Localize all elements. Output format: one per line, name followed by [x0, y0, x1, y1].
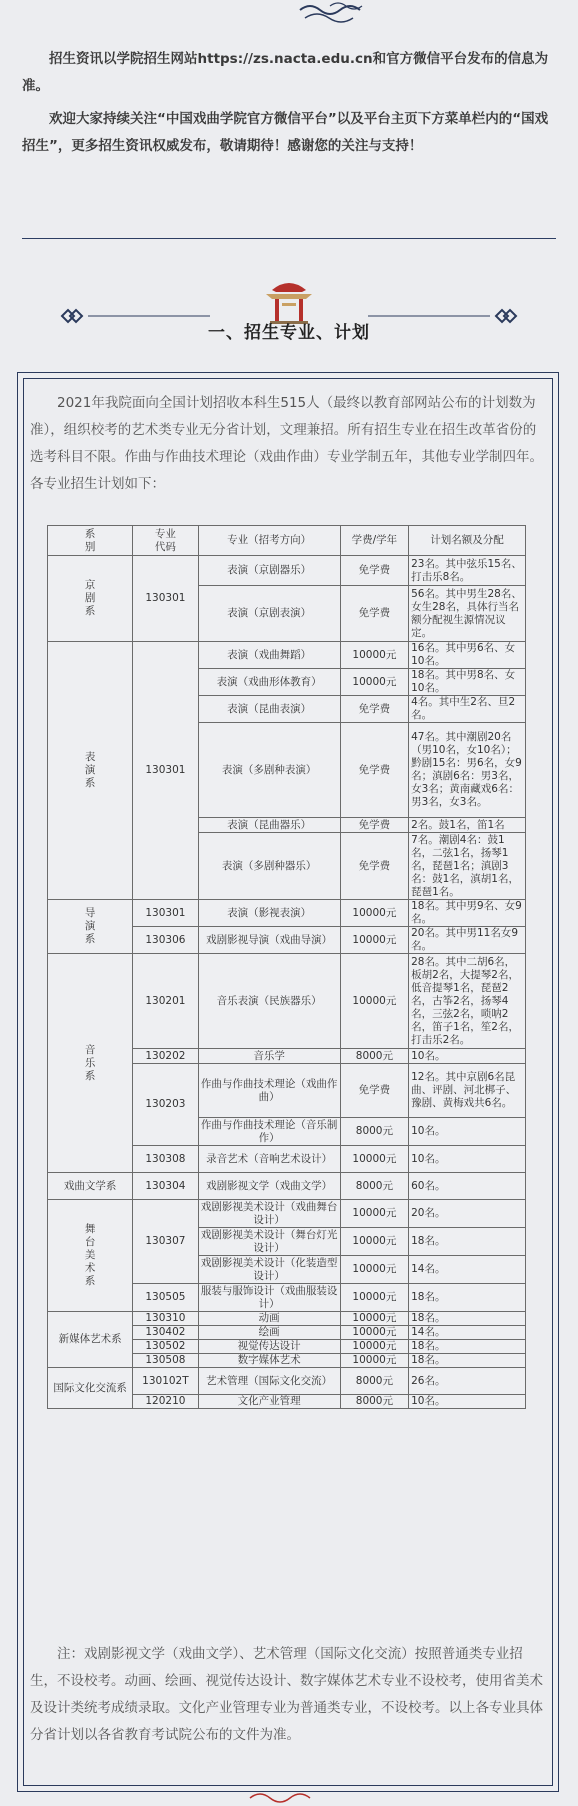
- table-row: [48, 556, 526, 586]
- table-row: [48, 954, 526, 1049]
- major-cell: 表演（戏曲形体教育）: [198, 669, 340, 696]
- fee-cell: 10000元: [340, 1354, 408, 1368]
- major-cell: 艺术管理（国际文化交流）: [198, 1368, 340, 1395]
- code-cell: 130304: [133, 1173, 198, 1200]
- quota-cell: 10名。: [409, 1049, 526, 1064]
- major-cell: 戏剧影视美术设计（舞台灯光设计）: [198, 1228, 340, 1256]
- major-cell: 表演（京剧表演）: [198, 586, 340, 642]
- fee-cell: 10000元: [340, 1256, 408, 1284]
- fee-cell: 10000元: [340, 954, 408, 1049]
- header-fee: 学费/学年: [340, 526, 408, 556]
- code-cell: 130102T: [133, 1368, 198, 1395]
- major-cell: 戏剧影视文学（戏曲文学）: [198, 1173, 340, 1200]
- quota-cell: 2名。鼓1名，笛1名: [409, 818, 526, 833]
- code-cell: 130402: [133, 1326, 198, 1340]
- fee-cell: 免学费: [340, 696, 408, 723]
- quota-cell: 60名。: [409, 1173, 526, 1200]
- fee-cell: 8000元: [340, 1118, 408, 1146]
- major-cell: 表演（戏曲舞蹈）: [198, 642, 340, 669]
- table-row: [48, 1173, 526, 1200]
- quota-cell: 18名。: [409, 1228, 526, 1256]
- code-cell: 130310: [133, 1312, 198, 1326]
- fee-cell: 8000元: [340, 1395, 408, 1409]
- quota-cell: 10名。: [409, 1146, 526, 1173]
- plan-intro-paragraph: 2021年我院面向全国计划招收本科生515人（最终以教育部网站公布的计划数为准），组织校考的艺术类专业无分省计划，文理兼招。所有招生专业在招生改革省份的选考科目不限。作曲与作曲技术理论（戏曲作曲）专业学制五年，其他专业学制四年。各专业招生计划如下：: [30, 395, 543, 492]
- major-cell: 戏剧影视美术设计（戏曲舞台设计）: [198, 1200, 340, 1228]
- code-cell: 120210: [133, 1395, 198, 1409]
- fee-cell: 10000元: [340, 642, 408, 669]
- fee-cell: 10000元: [340, 669, 408, 696]
- dept-cell: 音 乐 系: [48, 954, 133, 1173]
- major-cell: 作曲与作曲技术理论（音乐制作）: [198, 1118, 340, 1146]
- quota-cell: 12名。其中京剧6名昆曲、评剧、河北梆子、豫剧、黄梅戏共6名。: [409, 1064, 526, 1118]
- dept-cell: 新媒体艺术系: [48, 1312, 133, 1368]
- major-cell: 文化产业管理: [198, 1395, 340, 1409]
- fee-cell: 10000元: [340, 927, 408, 954]
- major-cell: 表演（多剧种器乐）: [198, 833, 340, 900]
- quota-cell: 18名。: [409, 1354, 526, 1368]
- code-cell: 130301: [133, 642, 198, 900]
- quota-cell: 20名。: [409, 1200, 526, 1228]
- fee-cell: 免学费: [340, 818, 408, 833]
- quota-cell: 47名。其中潮剧20名（男10名，女10名）；黔剧15名：男6名，女9名；滇剧6名：男3名，女3名；黄南藏戏6名：男3名，女3名。: [409, 723, 526, 818]
- dept-cell: 导 演 系: [48, 900, 133, 954]
- header-quota: 计划名额及分配: [409, 526, 526, 556]
- major-cell: 动画: [198, 1312, 340, 1326]
- dept-cell: 舞 台 美 术 系: [48, 1200, 133, 1312]
- fee-cell: 10000元: [340, 1284, 408, 1312]
- fee-cell: 8000元: [340, 1173, 408, 1200]
- major-cell: 视觉传达设计: [198, 1340, 340, 1354]
- major-cell: 数字媒体艺术: [198, 1354, 340, 1368]
- major-cell: 表演（多剧种表演）: [198, 723, 340, 818]
- code-cell: 130308: [133, 1146, 198, 1173]
- major-cell: 表演（影视表演）: [198, 900, 340, 927]
- dept-cell: 表 演 系: [48, 642, 133, 900]
- fee-cell: 10000元: [340, 1228, 408, 1256]
- table-row: [48, 1200, 526, 1228]
- fee-cell: 10000元: [340, 900, 408, 927]
- quota-cell: 10名。: [409, 1395, 526, 1409]
- intro-text: [22, 46, 558, 166]
- fee-cell: 免学费: [340, 723, 408, 818]
- intro-paragraph-1: 招生资讯以学院招生网站https://zs.nacta.edu.cn和官方微信平台发布的信息为准。: [22, 51, 549, 94]
- fee-cell: 8000元: [340, 1368, 408, 1395]
- quota-cell: 18名。: [409, 1340, 526, 1354]
- major-cell: 戏剧影视导演（戏曲导演）: [198, 927, 340, 954]
- major-cell: 音乐表演（民族器乐）: [198, 954, 340, 1049]
- dept-cell: 京 剧 系: [48, 556, 133, 642]
- major-cell: 表演（京剧器乐）: [198, 556, 340, 586]
- fee-cell: 10000元: [340, 1340, 408, 1354]
- divider: [22, 238, 556, 239]
- quota-cell: 56名。其中男生28名、女生28名，具体行当名额分配视生源情况议定。: [409, 586, 526, 642]
- major-cell: 戏剧影视美术设计（化装造型设计）: [198, 1256, 340, 1284]
- quota-cell: 18名。其中男8名、女10名。: [409, 669, 526, 696]
- fee-cell: 8000元: [340, 1049, 408, 1064]
- code-cell: 130505: [133, 1284, 198, 1312]
- major-cell: 绘画: [198, 1326, 340, 1340]
- major-cell: 音乐学: [198, 1049, 340, 1064]
- header-code: 专业 代码: [133, 526, 198, 556]
- major-cell: 录音艺术（音响艺术设计）: [198, 1146, 340, 1173]
- quota-cell: 18名。: [409, 1284, 526, 1312]
- quota-cell: 10名。: [409, 1118, 526, 1146]
- wave-ornament-icon: [0, 1786, 578, 1806]
- quota-cell: 14名。: [409, 1256, 526, 1284]
- table-header-row: [48, 526, 526, 556]
- code-cell: 130306: [133, 927, 198, 954]
- section-title: 一、招生专业、计划: [208, 323, 370, 343]
- header-major: 专业（招考方向）: [198, 526, 340, 556]
- code-cell: 130202: [133, 1049, 198, 1064]
- quota-cell: 4名。其中生2名、旦2名。: [409, 696, 526, 723]
- code-cell: 130201: [133, 954, 198, 1049]
- fee-cell: 免学费: [340, 556, 408, 586]
- dept-cell: 国际文化交流系: [48, 1368, 133, 1409]
- header-dept: 系 别: [48, 526, 133, 556]
- fee-cell: 10000元: [340, 1146, 408, 1173]
- major-cell: 表演（昆曲器乐）: [198, 818, 340, 833]
- code-cell: 130301: [133, 556, 198, 642]
- code-cell: 130301: [133, 900, 198, 927]
- table-row: [48, 1368, 526, 1395]
- major-cell: 作曲与作曲技术理论（戏曲作曲）: [198, 1064, 340, 1118]
- code-cell: 130508: [133, 1354, 198, 1368]
- fee-cell: 10000元: [340, 1326, 408, 1340]
- quota-cell: 20名。其中男11名女9名。: [409, 927, 526, 954]
- quota-cell: 14名。: [409, 1326, 526, 1340]
- quota-cell: 23名。其中弦乐15名、打击乐8名。: [409, 556, 526, 586]
- quota-cell: 16名。其中男6名、女10名。: [409, 642, 526, 669]
- table-row: [48, 642, 526, 669]
- quota-cell: 18名。其中男9名、女9名。: [409, 900, 526, 927]
- code-cell: 130307: [133, 1200, 198, 1284]
- fee-cell: 免学费: [340, 833, 408, 900]
- fee-cell: 10000元: [340, 1200, 408, 1228]
- footnote: 注：戏剧影视文学（戏曲文学）、艺术管理（国际文化交流）按照普通类专业招生，不设校考。动画、绘画、视觉传达设计、数字媒体艺术专业不设校考，使用省美术及设计类统考成绩录取。文化产业管理专业为普通类专业，不设校考。以上各专业具体分省计划以各省教育考试院公布的文件为准。: [30, 1646, 543, 1743]
- code-cell: 130502: [133, 1340, 198, 1354]
- fee-cell: 免学费: [340, 1064, 408, 1118]
- fee-cell: 10000元: [340, 1312, 408, 1326]
- table-row: [48, 900, 526, 927]
- quota-cell: 26名。: [409, 1368, 526, 1395]
- enrollment-plan-table: [47, 525, 526, 1409]
- dept-cell: 戏曲文学系: [48, 1173, 133, 1200]
- fee-cell: 免学费: [340, 586, 408, 642]
- intro-paragraph-2: 欢迎大家持续关注“中国戏曲学院官方微信平台”以及平台主页下方菜单栏内的“国戏招生”，更多招生资讯权威发布，敬请期待！感谢您的关注与支持！: [22, 111, 549, 154]
- quota-cell: 7名。潮剧4名：鼓1名，二弦1名，扬琴1名，琵琶1名；滇剧3名：鼓1名，滇胡1名，琵琶1名。: [409, 833, 526, 900]
- quota-cell: 18名。: [409, 1312, 526, 1326]
- table-row: [48, 1312, 526, 1326]
- major-cell: 表演（昆曲表演）: [198, 696, 340, 723]
- code-cell: 130203: [133, 1064, 198, 1146]
- major-cell: 服装与服饰设计（戏曲服装设计）: [198, 1284, 340, 1312]
- quota-cell: 28名。其中二胡6名，板胡2名，大提琴2名，低音提琴1名，琵琶2名，古筝2名，扬琴4名，三弦2名，唢呐2名，笛子1名，笙2名，打击乐2名。: [409, 954, 526, 1049]
